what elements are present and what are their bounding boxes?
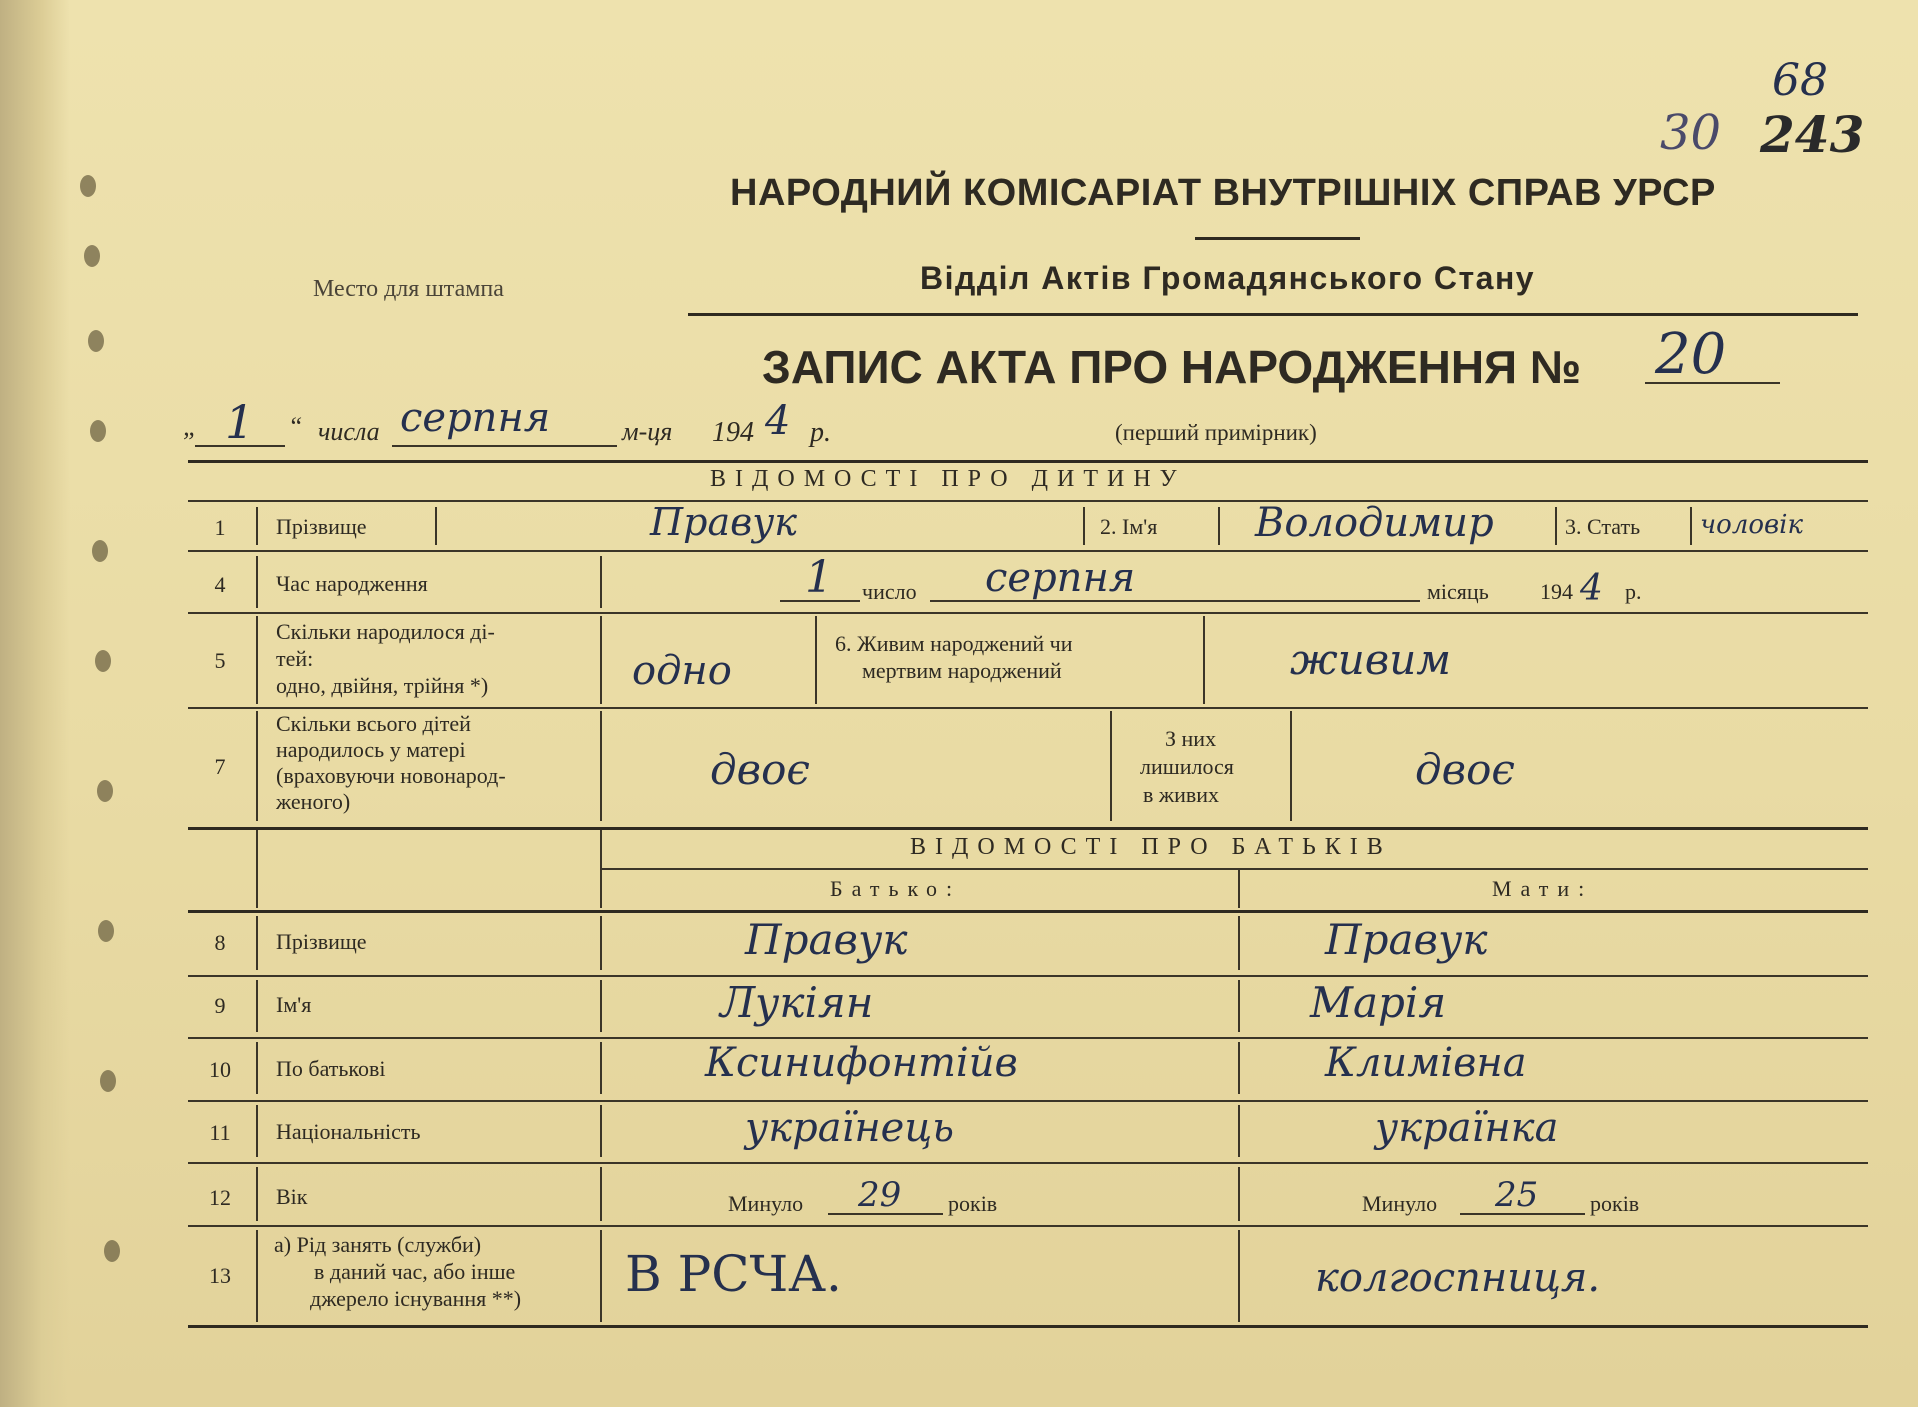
children-count-label: тей: xyxy=(276,646,314,671)
record-title: ЗАПИС АКТА ПРО НАРОДЖЕННЯ № xyxy=(762,341,1582,393)
cell-divider xyxy=(256,1105,258,1157)
total-children-value: двоє xyxy=(710,745,810,794)
table-rule xyxy=(188,975,1868,977)
surviving-children-label: в живих xyxy=(1143,782,1220,807)
cell-divider xyxy=(256,916,258,970)
cell-divider xyxy=(1238,916,1240,970)
binding-hole xyxy=(98,920,114,942)
birth-month-label: місяць xyxy=(1427,579,1489,604)
cell-divider xyxy=(1238,1167,1240,1221)
cell-divider xyxy=(1238,1230,1240,1322)
cell-divider xyxy=(256,616,258,704)
cell-divider xyxy=(256,830,258,908)
cell-divider xyxy=(600,616,602,704)
live-birth-value: живим xyxy=(1290,635,1452,684)
binding-hole xyxy=(88,330,104,352)
mother-surname: Правук xyxy=(1325,915,1488,964)
month-label: м-ця xyxy=(622,417,673,446)
table-rule xyxy=(188,1037,1868,1039)
child-name-value: Володимир xyxy=(1255,500,1494,546)
child-name-label: 2. Ім'я xyxy=(1100,514,1158,539)
row-number: 12 xyxy=(209,1185,231,1210)
birth-day-label: число xyxy=(862,579,917,604)
father-age-suffix: років xyxy=(948,1191,998,1216)
section-rule xyxy=(188,827,1868,830)
cell-divider xyxy=(256,556,258,608)
archive-mark: 68 xyxy=(1772,55,1828,106)
row-number: 10 xyxy=(209,1057,231,1082)
year-prefix: 194 xyxy=(712,417,754,448)
binding-hole xyxy=(100,1070,116,1092)
father-heading: Батько: xyxy=(830,876,962,901)
table-rule xyxy=(188,612,1868,614)
section-rule xyxy=(188,1325,1868,1328)
binding-hole xyxy=(90,420,106,442)
ministry-title: НАРОДНИЙ КОМІСАРІАТ ВНУТРІШНІХ СПРАВ УРСР xyxy=(730,172,1716,214)
row-number: 11 xyxy=(209,1120,231,1145)
archive-mark: 243 xyxy=(1760,105,1865,164)
cell-divider xyxy=(600,1167,602,1221)
section-rule xyxy=(188,460,1868,463)
date-day: 1 xyxy=(225,395,255,449)
table-rule xyxy=(600,868,1868,870)
row-number: 9 xyxy=(214,993,226,1018)
children-count-label: одно, двійня, трійня *) xyxy=(276,673,489,698)
parent-patronymic-label: По батькові xyxy=(276,1056,386,1081)
fill-line xyxy=(392,445,617,447)
archive-mark-crossed: 30 xyxy=(1660,105,1722,161)
birth-year-suffix: р. xyxy=(1625,579,1642,604)
stamp-place-label: Место для штампа xyxy=(313,276,504,302)
child-surname-label: Прізвище xyxy=(276,514,367,539)
birth-year-digit: 4 xyxy=(1580,568,1603,609)
mother-name: Марія xyxy=(1310,978,1447,1027)
live-birth-label: мертвим народжений xyxy=(862,658,1062,683)
copy-note: (перший примірник) xyxy=(1115,420,1317,445)
birth-month-value: серпня xyxy=(985,555,1136,601)
cell-divider xyxy=(1238,1042,1240,1094)
row-number: 5 xyxy=(214,648,226,673)
birth-day-value: 1 xyxy=(805,552,833,603)
cell-divider xyxy=(1238,870,1240,908)
binding-hole xyxy=(84,245,100,267)
cell-divider xyxy=(600,916,602,970)
row-number: 4 xyxy=(214,572,226,597)
surviving-children-label: лишилося xyxy=(1140,754,1234,779)
mother-age-prefix: Минуло xyxy=(1362,1191,1438,1216)
divider xyxy=(688,313,1858,316)
table-rule xyxy=(188,500,1868,502)
quote-mark: „ xyxy=(183,412,198,441)
date-month: серпня xyxy=(400,395,551,441)
cell-divider xyxy=(1555,507,1557,545)
day-label: числа xyxy=(318,417,380,446)
parents-section-heading: ВІДОМОСТІ ПРО БАТЬКІВ xyxy=(910,834,1392,860)
father-occupation: В РСЧА. xyxy=(625,1245,842,1303)
binding-hole xyxy=(97,780,113,802)
cell-divider xyxy=(600,980,602,1032)
children-count-label: Скільки народилося ді- xyxy=(276,619,495,644)
table-rule xyxy=(188,707,1868,709)
cell-divider xyxy=(815,616,817,704)
mother-nationality: українка xyxy=(1375,1105,1559,1151)
mother-occupation: колгоспниця. xyxy=(1315,1255,1601,1301)
cell-divider xyxy=(256,980,258,1032)
child-surname-value: Правук xyxy=(650,500,797,544)
father-name: Лукіян xyxy=(720,978,874,1027)
total-children-label: Скільки всього дітей xyxy=(276,711,471,736)
parent-nationality-label: Національність xyxy=(276,1119,421,1144)
cell-divider xyxy=(256,1167,258,1221)
father-age-prefix: Минуло xyxy=(728,1191,804,1216)
parent-surname-label: Прізвище xyxy=(276,929,367,954)
binding-hole xyxy=(104,1240,120,1262)
mother-age-suffix: років xyxy=(1590,1191,1640,1216)
child-section-heading: ВІДОМОСТІ ПРО ДИТИНУ xyxy=(710,466,1186,492)
year-suffix: р. xyxy=(810,417,831,448)
cell-divider xyxy=(256,1230,258,1322)
cell-divider xyxy=(256,711,258,821)
row-number: 1 xyxy=(214,515,226,540)
binding-hole xyxy=(92,540,108,562)
total-children-label: женого) xyxy=(276,789,351,814)
department-title: Відділ Актів Громадянського Стану xyxy=(920,260,1536,296)
father-age-value: 29 xyxy=(858,1175,902,1215)
cell-divider xyxy=(1238,1105,1240,1157)
cell-divider xyxy=(256,507,258,545)
occupation-label: а) Рід занять (служби) xyxy=(274,1232,482,1257)
cell-divider xyxy=(1110,711,1112,821)
child-sex-label: 3. Стать xyxy=(1565,514,1641,539)
cell-divider xyxy=(1083,507,1085,545)
birth-year-prefix: 194 xyxy=(1540,579,1573,604)
total-children-label: (враховуючи новонарод- xyxy=(276,763,506,788)
cell-divider xyxy=(1290,711,1292,821)
table-rule xyxy=(188,550,1868,552)
row-number: 8 xyxy=(214,930,226,955)
birth-time-label: Час народження xyxy=(276,571,428,596)
binding-hole xyxy=(80,175,96,197)
table-rule xyxy=(188,1225,1868,1227)
cell-divider xyxy=(600,556,602,608)
children-count-value: одно xyxy=(632,648,732,694)
binding-hole xyxy=(95,650,111,672)
record-number: 20 xyxy=(1655,322,1727,387)
parent-age-label: Вік xyxy=(276,1184,308,1209)
cell-divider xyxy=(600,711,602,821)
cell-divider xyxy=(600,1230,602,1322)
cell-divider xyxy=(435,507,437,545)
row-number: 7 xyxy=(214,754,226,779)
surviving-children-value: двоє xyxy=(1415,745,1515,794)
cell-divider xyxy=(600,1105,602,1157)
mother-age-value: 25 xyxy=(1495,1175,1539,1215)
total-children-label: народилось у матері xyxy=(276,737,466,762)
live-birth-label: 6. Живим народжений чи xyxy=(835,631,1073,656)
father-nationality: українець xyxy=(745,1105,955,1151)
cell-divider xyxy=(256,1042,258,1094)
table-rule xyxy=(188,1100,1868,1102)
cell-divider xyxy=(600,1042,602,1094)
surviving-children-label: З них xyxy=(1165,726,1217,751)
cell-divider xyxy=(1218,507,1220,545)
cell-divider xyxy=(1690,507,1692,545)
mother-heading: Мати: xyxy=(1492,876,1594,901)
row-number: 13 xyxy=(209,1263,231,1288)
child-sex-value: чоловік xyxy=(1700,510,1804,540)
parent-name-label: Ім'я xyxy=(276,992,312,1017)
section-rule xyxy=(188,910,1868,913)
quote-mark: “ xyxy=(288,412,303,441)
occupation-label: джерело існування **) xyxy=(310,1286,522,1311)
table-rule xyxy=(188,1162,1868,1164)
cell-divider xyxy=(1203,616,1205,704)
father-patronymic: Ксинифонтійв xyxy=(705,1040,1018,1086)
year-digit: 4 xyxy=(765,398,791,444)
divider xyxy=(1195,237,1360,240)
occupation-label: в даний час, або інше xyxy=(314,1259,516,1284)
binding-edge xyxy=(0,0,70,1407)
cell-divider xyxy=(1238,980,1240,1032)
father-surname: Правук xyxy=(745,915,908,964)
mother-patronymic: Климівна xyxy=(1325,1040,1527,1086)
